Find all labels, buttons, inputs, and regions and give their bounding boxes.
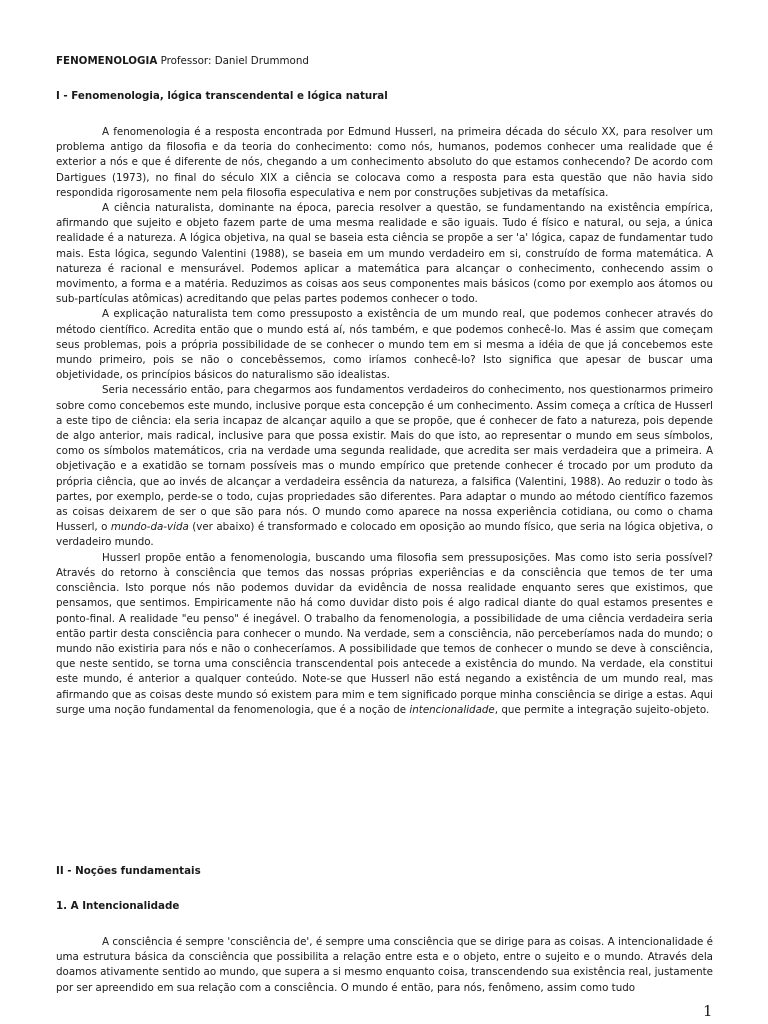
professor-name: Professor: Daniel Drummond bbox=[160, 55, 309, 67]
page-number: 1 bbox=[703, 1002, 713, 1020]
subsection-1-body bbox=[56, 935, 713, 996]
paragraph: Husserl propõe então a fenomenologia, buscando uma filosofia sem pressuposições. Mas como isto seria possível? Através do retorno à consciência que temos das nossas próprias experiências e da consciência que temos de ter uma consciência. Isto porque nós não podemos duvidar da evidência de nossa realidade enquanto seres que existimos, que pensamos, que sentimos. Empiricamente não há como duvidar disto pois é algo radical diante do qual estamos presentes e ponto-final. A realidade "eu penso" é inegável. O trabalho da fenomenologia, a possibilidade de uma ciência verdadeira seria então partir desta consciência para conhecer o mundo. Na verdade, sem a consciência, não perceberíamos nada do mundo; o mundo não existiria para nós e não o conheceríamos. A possibilidade que temos de conhecer o mundo se deve à consciência, que neste sentido, se torna uma consciência transcendental pois antecede a existência do mundo. Na verdade, ela constitui este mundo, é anterior a qualquer conteúdo. Note-se que Husserl não está negando a existência de um mundo real, mas afirmando que as coisas deste mundo só existem para mim e tem significado porque minha consciência se dirige a estas. Aqui surge uma noção fundamental da fenomenologia, que é a noção de intencionalidade, que permite a integração sujeito-objeto. bbox=[56, 551, 713, 716]
document-header bbox=[56, 55, 309, 67]
paragraph: A ciência naturalista, dominante na época, parecia resolver a questão, se fundamentando na existência empírica, afirmando que sujeito e objeto fazem parte de uma mesma realidade e são iguais. Tudo é físico e natural, ou seja, a única realidade é a natureza. A lógica objetiva, na qual se baseia esta ciência se propõe a ser 'a' lógica, capaz de fundamentar tudo mais. Esta lógica, segundo Valentini (1988), se baseia em um mundo verdadeiro em si, construído de forma matemática. A natureza é racional e mensurável. Podemos aplicar a matemática para alcançar o conhecimento, conhecendo assim o movimento, a forma e a matéria. Reduzimos as coisas aos seus componentes mais básicos (como por exemplo aos átomos ou sub-partículas atômicas) acreditando que pelas partes podemos conhecer o todo. bbox=[56, 202, 713, 306]
section-2-heading: II - Noções fundamentais bbox=[56, 865, 201, 877]
section-1-body bbox=[56, 125, 713, 718]
paragraph: A consciência é sempre 'consciência de', é sempre uma consciência que se dirige para as coisas. A intencionalidade é uma estrutura básica da consciência que possibilita a relação entre esta e o objeto, entre o sujeito e o mundo. Através dela doamos ativamente sentido ao mundo, que supera a si mesmo enquanto coisa, transcendendo sua existência real, justamente por ser apreendido em sua relação com a consciência. O mundo é então, para nós, fenômeno, assim como tudo bbox=[56, 936, 713, 994]
subsection-1-heading: 1. A Intencionalidade bbox=[56, 900, 180, 912]
emphasized-term: intencionalidade bbox=[409, 703, 495, 716]
emphasized-term: mundo-da-vida bbox=[110, 521, 189, 534]
paragraph: A fenomenologia é a resposta encontrada por Edmund Husserl, na primeira década do século XX, para resolver um problema antigo da filosofia e da teoria do conhecimento: como nós, humanos, podemos conhecer uma realidade que é exterior a nós e que é diferente de nós, chegando a um conhecimento absoluto do que estamos conhecendo? De acordo com Dartigues (1973), no final do século XIX a ciência se colocava como a resposta para esta questão que não havia sido respondida rigorosamente nem pela filosofia especulativa e nem por construções subjetivas da metafísica. bbox=[56, 126, 713, 199]
paragraph: Seria necessário então, para chegarmos aos fundamentos verdadeiros do conhecimento, nos questionarmos primeiro sobre como concebemos este mundo, inclusive porque esta concepção é um conhecimento. Assim começa a crítica de Husserl a este tipo de ciência: ela seria incapaz de alcançar aquilo a que se propõe, que é conhecer de fato a natureza, pois depende de algo anterior, mais radical, inclusive para que possa existir. Mais do que isto, ao representar o mundo em seus símbolos, como os símbolos matemáticos, cria na verdade uma segunda realidade, que acredita ser mais verdadeira que a primeira. A objetivação e a exatidão se tornam possíveis mas o mundo empírico que pretende conhecer é trocado por um produto da própria ciência, que ao invés de alcançar a verdadeira essência da natureza, a falsifica (Valentini, 1988). Ao reduzir o todo às partes, por exemplo, perde-se o todo, cujas propriedades são diferentes. Para adaptar o mundo ao método científico fazemos as coisas deixarem de ser o que são para nós. O mundo como aparece na nossa experiência cotidiana, ou como o chama Husserl, o mundo-da-vida (ver abaixo) é transformado e colocado em oposição ao mundo físico, que seria na lógica objetiva, o verdadeiro mundo. bbox=[56, 384, 714, 549]
section-1-heading: I - Fenomenologia, lógica transcendental e lógica natural bbox=[56, 90, 388, 102]
subject-title: FENOMENOLOGIA bbox=[56, 55, 158, 67]
paragraph: A explicação naturalista tem como pressuposto a existência de um mundo real, que podemos conhecer através do método científico. Acredita então que o mundo está aí, nós também, e que podemos conhecê-lo. Mas é assim que começam seus problemas, pois a própria possibilidade de se conhecer o mundo tem em si mesma a idéia de que já concebemos este mundo primeiro, pois se não o concebêssemos, como iríamos conhecê-lo? Isto significa que apesar de buscar uma objetividade, os princípios básicos do naturalismo são idealistas. bbox=[56, 308, 713, 382]
